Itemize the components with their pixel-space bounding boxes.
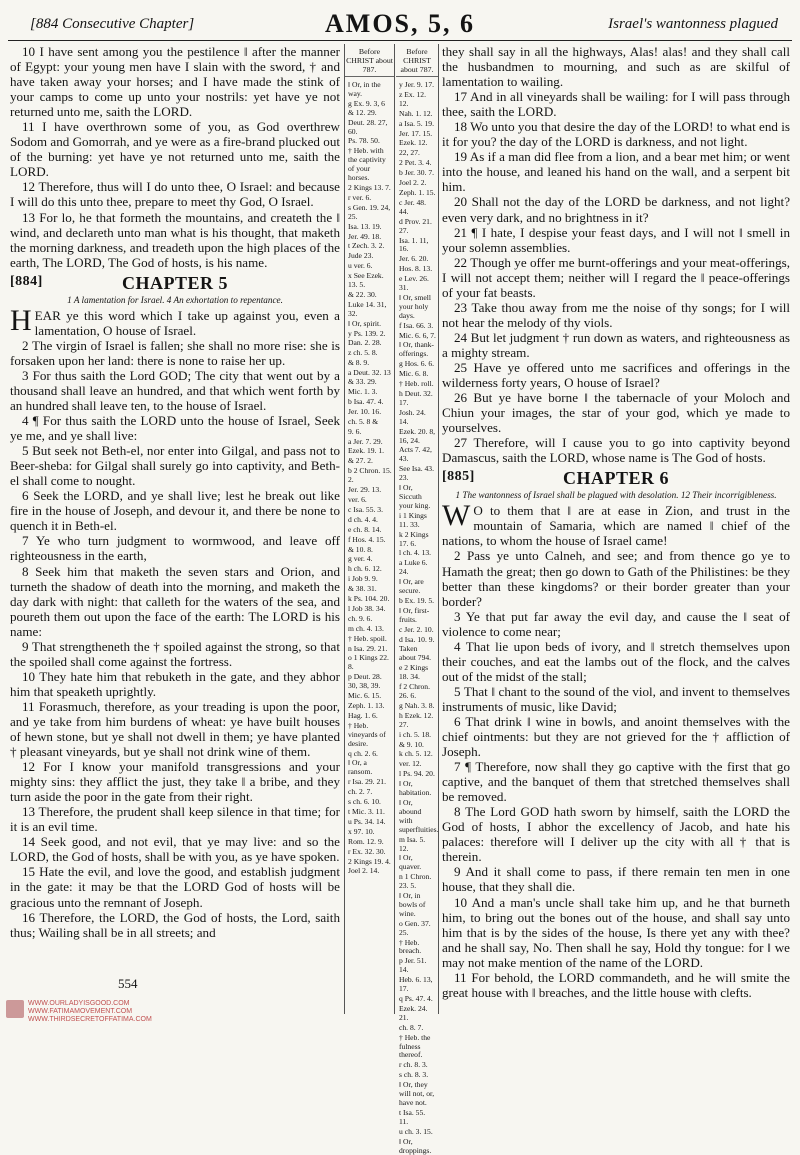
cross-reference: f 2 Chron. 26. 6. [399,682,431,700]
cross-reference: ‖ Or, spirit. [348,318,382,328]
cross-reference: & 27. 2. [348,456,373,466]
page-header [8,6,792,41]
cross-reference: Taken about 794. [399,644,432,663]
cross-reference: a Isa. 5. 19. [399,118,435,128]
cross-reference: Nah. 1. 12. [399,108,433,118]
cross-reference: e Lev. 26. 31. [399,274,429,293]
cross-reference: Heb. 6. 13, 17. [399,975,433,994]
verse: 17 And in all vineyards shall be wailing: for I will pass through thee, saith the LORD. [442,89,790,120]
cross-reference: u ch. 3. 15. [399,1126,433,1136]
cross-reference: Deut. 28. 27, 60. [348,117,388,136]
cross-reference: & 38. 31. [348,584,377,594]
verse: 13 Therefore, the prudent shall keep silence in that time; for it is an evil time. [10,804,340,835]
cross-reference: l ch. 4. 13. [399,548,432,558]
chapter-6-number: [885] [442,469,475,485]
cross-reference: Ezek. 12. [399,138,428,148]
ref-date-heading: Before CHRIST about 787. [345,44,394,77]
cross-reference: & 22. 30. [348,289,377,299]
cross-reference: Zeph. 1. 15. [399,187,436,197]
cross-reference: o 1 Kings 22. 8. [348,653,389,672]
cross-reference: & 10. 8. [348,544,373,554]
cross-reference: Mic. 1. 3. [348,387,378,396]
cross-reference: ‖ Or, Siccuth your king. [399,483,431,510]
cross-reference: c Jer. 2. 10. [399,624,434,634]
cross-reference: † Heb. the fulness thereof. [399,1032,431,1060]
chapter-5-heading [10,273,340,294]
cross-reference: l Ps. 94. 20. [399,769,435,779]
cross-reference: a Jer. 7. 29. [348,436,383,446]
cross-reference: b Isa. 47. 4. [348,396,384,406]
cross-reference: † Heb. roll. [399,379,434,389]
cross-reference: g ver. 4. [348,554,373,564]
cross-reference: Acts 7. 42, 43. [399,445,432,464]
cross-reference: & 9. 10. [399,739,424,749]
cross-reference: d ch. 4. 4. [348,514,378,524]
cross-reference: k Ps. 104. 20. [348,594,390,604]
cross-reference: † Heb. spoil. [348,633,387,643]
cross-reference: d Isa. 10. 9. [399,634,435,644]
cross-reference: ‖ Or, droppings. [399,1136,432,1155]
verse: 15 Hate the evil, and love the good, and establish judgment in the gate: it may be that the LORD God of hosts will be gracious unto the remnant of Joseph. [10,864,340,910]
verse: 11 For behold, the LORD commandeth, and he will smite the great house with ‖ breaches, and the little house with clefts. [442,969,790,1000]
cross-reference: h Ezek. 12. 27. [399,710,434,729]
cross-reference: See Isa. 43. 23. [399,464,435,483]
cross-reference: Jer. 29. 13. [348,485,382,495]
cross-reference: y Ps. 139. 2. [348,328,386,338]
ref-date-heading: Before CHRIST about 787. [396,44,438,77]
cross-reference: 2 Kings 13. 7. [348,182,391,192]
verse: 27 Therefore, will I cause you to go into captivity beyond Damascus, saith the LORD, whose name is The God of hosts. [442,435,790,466]
ref-list-1 [345,81,394,876]
cross-reference: a Luke 6. 24. [399,558,428,577]
cross-reference: p Jer. 51. 14. [399,956,427,975]
header-chapter-ref: [884 Consecutive Chapter] [30,16,195,32]
verse: 4 That lie upon beds of ivory, and ‖ stretch themselves upon their couches, and eat the lambs out of the flock, and the calves out of the midst of the stall; [442,638,790,684]
chapter-6-first-verse: W O to them that ‖ are at ease in Zion, and trust in the mountain of Samaria, which are named ‖ chief of the nations, to whom the house of Israel came! [442,499,790,549]
cross-reference: q ch. 2. 6. [348,748,378,758]
chapter-6-summary: 1 The wantonness of Israel shall be plagued with desolation. 12 Their incorrigibleness. [455,490,777,501]
page-number: 554 [118,976,138,991]
cross-reference: Isa. 13. 19. [348,221,382,231]
cross-reference: Jer. 17. 15. [399,128,433,138]
cross-reference: ch. 8. 7. [399,1022,424,1032]
verse: 2 Pass ye unto Calneh, and see; and from thence go ye to Hamath the great; then go down to Gath of the Philistines: be they better than these kingdoms? or their border greater than your border? [442,548,790,609]
cross-reference: q Ps. 47. 4. [399,994,433,1003]
site-logo-icon [6,1000,24,1018]
header-book-title: AMOS, 5, 6 [325,9,475,38]
cross-reference: ‖ Or, in the way. [348,80,381,98]
cross-reference: r Ex. 32. 30. [348,846,386,856]
cross-reference: z Ex. 12. 12. [399,89,426,108]
watermark [28,1000,152,1024]
verse: 12 Therefore, thus will I do unto thee, O Israel: and because I will do this unto thee, prepare to meet thy God, O Israel. [10,179,340,210]
cross-reference: ‖ Or, they will not, or, have not. [399,1080,435,1107]
cross-reference: Mic. 6. 6, 7. [399,330,436,340]
cross-reference: Rom. 12. 9. [348,836,384,846]
ref-list-2 [396,81,438,1155]
cross-reference: Jer. 6. 20. [399,254,429,264]
verse: they shall say in all the highways, Alas! alas! and they shall call the husbandmen to mourning, and such as are skilful of lamentation to wailing. [442,44,790,90]
drop-cap: W [442,499,471,533]
cross-reference: Isa. 1. 11, 16. [399,235,429,254]
cross-reference: f Isa. 66. 3. [399,320,434,330]
cross-reference: n 1 Chron. 23. 5. [399,872,432,891]
watermark-line: WWW.OURLADYISGOOD.COM [28,1000,130,1007]
cross-reference: y Jer. 9. 17. [399,80,435,89]
left-text-column [10,44,340,984]
cross-reference: b 2 Chron. 15. 2. [348,466,392,485]
cross-reference: ‖ Or, a ransom. [348,758,373,777]
verse: 3 Ye that put far away the evil day, and cause the ‖ seat of violence to come near; [442,608,790,639]
cross-reference: Mic. 6. 8. [399,369,429,379]
chapter-5-title: CHAPTER 5 [121,272,228,293]
cross-reference: ‖ Or, abound with superfluities. [399,797,439,834]
cross-reference: ‖ Or, smell your holy days. [399,292,431,320]
cross-reference: Ezek. 24. 21. [399,1003,428,1022]
cross-reference: Dan. 2. 28. [348,338,382,348]
cross-reference: c Jer. 48. 44. [399,197,426,216]
cross-reference: t Zech. 3. 2. [348,241,385,251]
cross-reference: 2 Pet. 3. 4. [399,158,432,168]
verse: 11 Forasmuch, therefore, as your treading is upon the poor, and ye take from him burdens of wheat: ye have built houses of hewn stone, but ye shall not dwell in them; ye have planted † pleasant vineyards, but ye shall not drink wine of them. [10,698,340,760]
cross-reference: f Hos. 4. 15. [348,534,386,544]
verse: 14 Seek good, and not evil, that ye may live: and so the LORD, the God of hosts, shall be with you, as ye have spoken. [10,834,340,865]
chapter-6-title: CHAPTER 6 [562,468,669,489]
cross-reference: t Mic. 3. 11. [348,806,385,816]
cross-reference: ‖ Or, quaver. [399,853,422,872]
cross-reference: h ch. 6. 12. [348,564,382,574]
cross-reference: m ch. 4. 13. [348,623,384,633]
cross-reference: r Isa. 29. 21. [348,777,386,787]
verse: 10 And a man's uncle shall take him up, and he that burneth him, to bring out the bones out of the house, and shall say unto him that is by the sides of the house, Is there yet any with thee? and he shall say, No. Then shall he say, Hold thy tongue: for ‖ we may not make mention of the name of the LORD. [442,894,790,970]
cross-reference: & 8. 9. [348,358,370,368]
cross-reference: Joel 2. 2. [399,178,427,188]
cross-reference: b Jer. 30. 7. [399,168,435,178]
cross-reference: Joel 2. 14. [348,866,380,876]
cross-reference: Jude 23. [348,251,374,261]
cross-reference: † Heb. breach. [399,937,422,956]
verse: 20 Shall not the day of the LORD be darkness, and not light? even very dark, and no brightness in it? [442,194,790,225]
verse: 18 Wo unto you that desire the day of the LORD! to what end is it for you? the day of the LORD is darkness, and not light. [442,119,790,150]
verse: 16 Therefore, the LORD, the God of hosts, the Lord, saith thus; Wailing shall be in all streets; and [10,909,340,940]
chapter-5-first-verse: HEAR ye this word which I take up against you, even a lamentation, O house of Israel. [10,303,340,338]
cross-reference: Josh. 24. 14. [399,407,426,426]
cross-reference: ch. 5. 8 & [348,416,379,426]
verse: 10 I have sent among you the pestilence ‖ after the manner of Egypt: your young men have I slain with the sword, † and have taken away your horses; and I have made the stink of your camps to come up unto your nostrils: yet have ye not returned unto me, saith the LORD. [10,44,340,120]
watermark-line: WWW.THIRDSECRETOFFATIMA.COM [28,1016,152,1023]
cross-reference: b Ex. 19. 5. [399,595,435,605]
cross-reference: r ch. 8. 3. [399,1060,428,1070]
cross-reference: Mic. 6. 15. [348,691,382,701]
verse: 26 But ye have borne ‖ the tabernacle of your Moloch and Chiun your images, the star of your god, which ye made to yourselves. [442,390,790,436]
cross-reference: ‖ Or, are secure. [399,577,424,596]
verse: 4 ¶ For thus saith the LORD unto the house of Israel, Seek ye me, and ye shall live: [10,413,340,444]
verse: 9 That strengtheneth the † spoiled against the strong, so that the spoiled shall come against the fortress. [10,638,340,669]
header-topic: Israel's wantonness plagued [608,16,778,32]
cross-reference: Luke 14. 31, 32. [348,299,387,318]
cross-reference: i ch. 5. 18. [399,729,432,739]
verse: 19 As if a man did flee from a lion, and a bear met him; or went into the house, and leaned his hand on the wall, and a serpent bit him. [442,149,790,195]
verse: 5 But seek not Beth-el, nor enter into Gilgal, and pass not to Beer-sheba: for Gilgal shall surely go into captivity, and Beth-el shall come to nought. [10,443,340,489]
right-text-column [442,44,790,1014]
cross-reference: h Deut. 32. 17. [399,389,433,407]
verse: 21 ¶ I hate, I despise your feast days, and I will not ‖ smell in your solemn assemblies. [442,224,790,255]
cross-reference: n Isa. 29. 21. [348,643,388,653]
verse: 24 But let judgment † run down as waters, and righteousness as a mighty stream. [442,329,790,360]
cross-reference: t Isa. 55. 11. [399,1107,426,1126]
verse: 10 They hate him that rebuketh in the gate, and they abhor him that speaketh uprightly. [10,668,340,699]
cross-reference: x 97. 10. [348,826,375,836]
cross-reference: o Gen. 37. 25. [399,918,431,937]
cross-reference: u ver. 6. [348,261,373,271]
verse: 6 Seek the LORD, and ye shall live; lest he break out like fire in the house of Joseph, and devour it, and there be none to quench it in Beth-el. [10,488,340,534]
cross-reference: 2 Kings 19. 4. [348,856,391,866]
cross-reference: g Nah. 3. 8. [399,700,435,710]
cross-reference: ‖ Or, first-fruits. [399,605,430,624]
cross-reference: g Hos. 6. 6. [399,359,435,369]
verse: 12 For I know your manifold transgressions and your mighty sins: they afflict the just, they take ‖ a bribe, and they turn aside the poor in the gate from their right. [10,759,340,805]
verse: 11 I have overthrown some of you, as God overthrew Sodom and Gomorrah, and ye were as a fire-brand plucked out of the burning: yet have ye not returned unto me, saith the LORD. [10,119,340,180]
verse: 13 For lo, he that formeth the mountains, and createth the ‖ wind, and declareth unto man what is his thought, that maketh the morning darkness, and treadeth upon the high places of the earth, The LORD, The God of hosts, is his name. [10,209,340,270]
chapter-5-summary: 1 A lamentation for Israel. 4 An exhortation to repentance. [67,294,283,305]
cross-reference: k ch. 5. 12. [399,749,433,759]
cross-reference: i Job 9. 9. [348,574,378,584]
cross-reference: ver. 12. [399,759,422,769]
drop-cap: H [10,303,32,337]
chapter-6-heading [442,468,790,489]
cross-reference: Ezek. 19. 1. [348,446,385,456]
cross-reference: ‖ Or, in bowls of wine. [399,891,426,918]
cross-reference: ch. 9. 6. [348,613,373,623]
cross-reference: g Ex. 9. 3, 6 & 12. 29. [348,98,385,117]
cross-reference: Jer. 10. 16. [348,406,382,416]
cross-reference: Hos. 8. 13. [399,264,433,274]
cross-reference: Ezek. 20. 8, 16, 24. [399,426,436,445]
verse: 8 Seek him that maketh the seven stars and Orion, and turneth the shadow of death into the morning, and maketh the day dark with night: that calleth for the waters of the sea, and poureth them out upon the face of the earth: The LORD is his name: [10,563,340,639]
cross-reference: s Gen. 19. 24, 25. [348,202,391,221]
verse: 3 For thus saith the Lord GOD; The city that went out by a thousand shall leave an hundred, and that which went forth by an hundred shall leave ten, to the house of Israel. [10,367,340,413]
cross-reference: a Deut. 32. 13 & 33. 29. [348,368,391,387]
cross-reference: k 2 Kings 17. 6. [399,529,429,548]
cross-reference: ‖ Or, habitation. [399,779,432,798]
chapter-5-number: [884] [10,273,43,289]
cross-reference: † Heb. with the captivity of your horses. [348,146,386,183]
verse: 23 Take thou away from me the noise of thy songs; for I will not hear the melody of thy viols. [442,299,790,330]
cross-reference: r ver. 6. [348,192,372,202]
verse: 8 The Lord GOD hath sworn by himself, saith the LORD the God of hosts, I abhor the excellency of Jacob, and hate his palaces: therefore will I deliver up the city with all † that is therein. [442,804,790,865]
cross-reference: ver. 6. [348,494,367,504]
verse: 9 And it shall come to pass, if there remain ten men in one house, that they shall die. [442,864,790,895]
cross-reference: Jer. 49. 18. [348,231,382,241]
cross-reference: Ps. 78. 50. [348,136,380,146]
cross-reference: Zeph. 1. 13. [348,701,385,710]
cross-reference: ‖ Or, thank-offerings. [399,340,434,359]
verse: 2 The virgin of Israel is fallen; she shall no more rise: she is forsaken upon her land: there is none to raise her up. [10,337,340,368]
verse: 5 That ‖ chant to the sound of the viol, and invent to themselves instruments of music, like David; [442,683,790,714]
cross-reference: ch. 2. 7. [348,787,373,797]
cross-reference-column-2 [396,44,439,1155]
cross-reference: p Deut. 28. 30, 38, 39. [348,672,382,691]
cross-reference: d Prov. 21. 27. [399,216,432,235]
cross-reference: s ch. 6. 10. [348,797,381,807]
verse: 25 Have ye offered unto me sacrifices and offerings in the wilderness forty years, O house of Israel? [442,359,790,391]
cross-reference: 9. 6. [348,426,362,436]
cross-reference: u Ps. 34. 14. [348,816,386,826]
cross-reference: † Heb. vineyards of desire. [348,720,386,748]
verse: 6 That drink ‖ wine in bowls, and anoint themselves with the chief ointments: but they are not grieved for the † affliction of Joseph. [442,713,790,760]
cross-reference: i 1 Kings 11. 33. [399,510,427,529]
cross-reference: x See Ezek. 13. 5. [348,271,384,290]
cross-reference-column-1 [344,44,395,1014]
verse: 7 ¶ Therefore, now shall they go captive with the first that go captive, and the banquet of them that stretched themselves shall be removed. [442,759,790,805]
verse: 22 Though ye offer me burnt-offerings and your meat-offerings, I will not accept them; neither will I regard the ‖ peace-offerings of your fat beasts. [442,254,790,300]
cross-reference: l Job 38. 34. [348,603,386,613]
cross-reference: m Isa. 5. 12. [399,834,426,853]
cross-reference: z ch. 5. 8. [348,348,378,358]
watermark-line: WWW.FATIMAMOVEMENT.COM [28,1008,133,1015]
cross-reference: e ch. 8. 14. [348,524,382,534]
cross-reference: 22, 27. [399,148,420,158]
cross-reference: Hag. 1. 6. [348,710,378,720]
cross-reference: e 2 Kings 18. 34. [399,663,429,682]
cross-reference: s ch. 8. 3. [399,1070,429,1080]
verse: 7 Ye who turn judgment to wormwood, and leave off righteousness in the earth, [10,533,340,564]
cross-reference: c Isa. 55. 3. [348,504,384,514]
